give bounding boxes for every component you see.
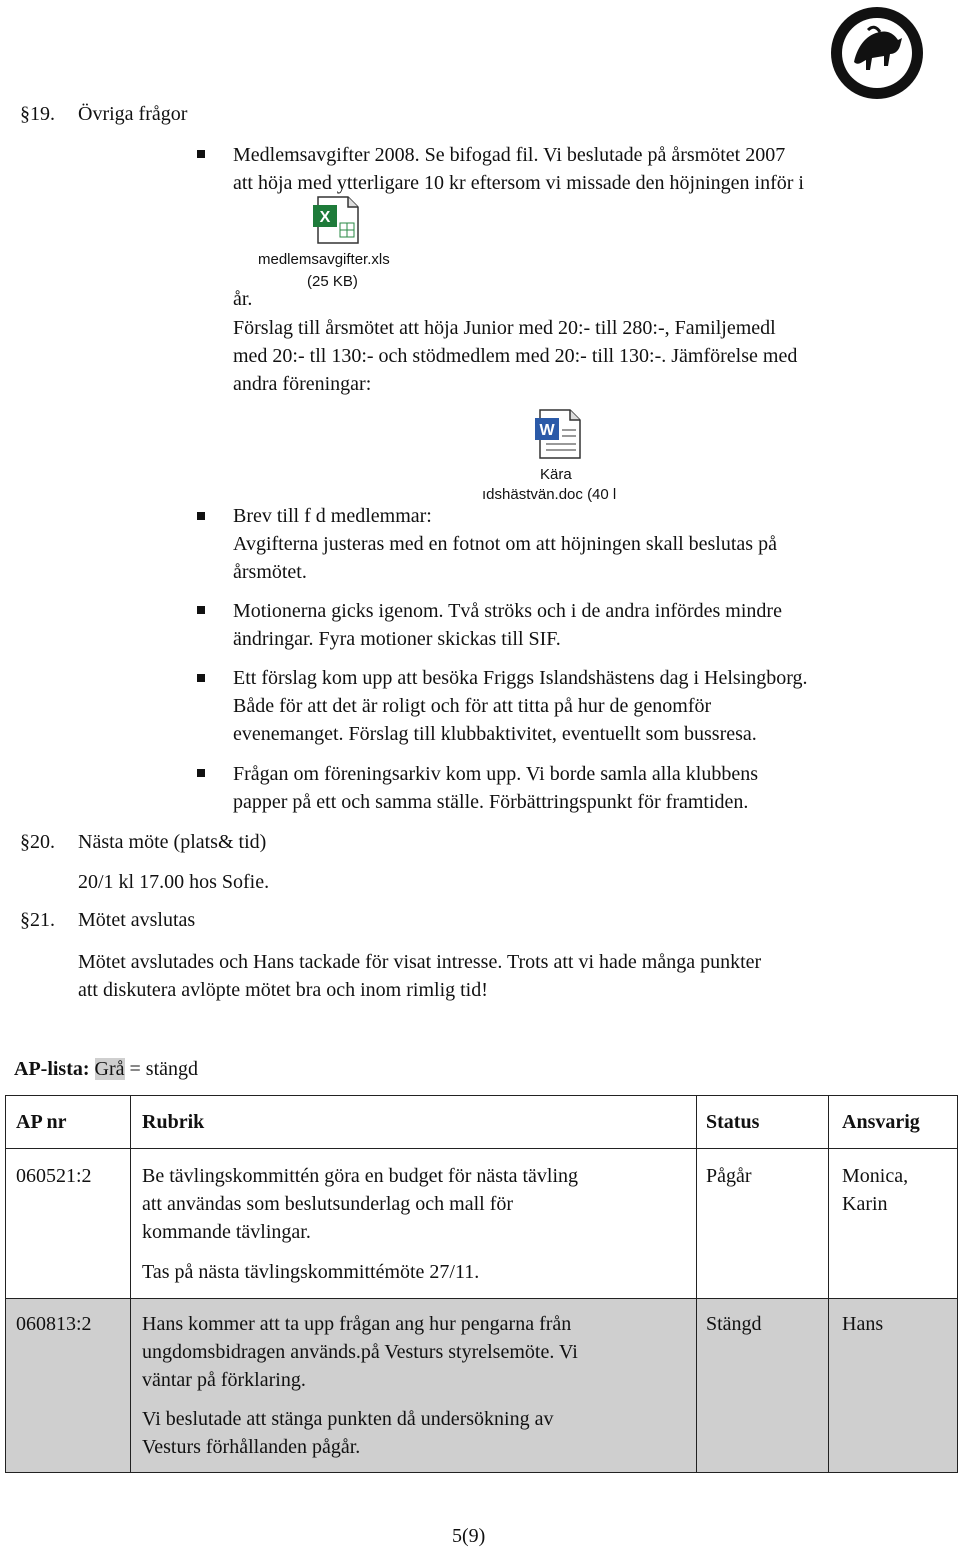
table-row-ansvarig: Karin (842, 1193, 888, 1215)
bullet-marker (197, 674, 205, 682)
section-20-number: §20. (20, 831, 55, 853)
table-row-ansvarig: Monica, (842, 1165, 909, 1187)
table-row-note: Tas på nästa tävlingskommittémöte 27/11. (142, 1261, 480, 1283)
section-20-body: 20/1 kl 17.00 hos Sofie. (78, 871, 270, 893)
section-20-title: Nästa möte (plats& tid) (78, 831, 267, 853)
ap-list-gray-word: Grå (94, 1058, 125, 1080)
page-number: 5(9) (452, 1525, 486, 1547)
section-21-title: Mötet avslutas (78, 909, 196, 931)
table-row-note: Vi beslutade att stänga punkten då undersökning av (142, 1408, 554, 1430)
table-row-rubrik: Hans kommer att ta upp frågan ang hur pengarna från (142, 1313, 572, 1335)
ap-table (5, 1095, 958, 1473)
bullet1-line: med 20:- tll 130:- och stödmedlem med 20:- till 130:-. Jämförelse med (233, 345, 798, 367)
bullet4-line: Ett förslag kom upp att besöka Friggs Islandshästens dag i Helsingborg. (233, 667, 808, 689)
word-attachment-line1[interactable]: Kära (540, 466, 572, 483)
bullet4-line: Både för att det är roligt och för att titta på hur de genomför (233, 695, 712, 717)
header-rubrik: Rubrik (142, 1111, 205, 1133)
header-ansvarig: Ansvarig (842, 1111, 920, 1133)
table-row-ap: 060813:2 (16, 1313, 92, 1335)
ap-list-label: AP-lista: (14, 1058, 90, 1080)
table-row-status: Stängd (706, 1313, 762, 1335)
svg-text:X: X (319, 209, 331, 226)
header-status: Status (706, 1111, 760, 1133)
section-21-number: §21. (20, 909, 55, 931)
word-attachment-line2[interactable]: ıdshästvän.doc (40 l (482, 486, 617, 503)
table-row-ansvarig: Hans (842, 1313, 884, 1335)
bullet5-line: Frågan om föreningsarkiv kom upp. Vi borde samla alla klubbens (233, 763, 758, 785)
table-row-status: Pågår (706, 1165, 752, 1187)
bullet2-line: Avgifterna justeras med en fotnot om att höjningen skall beslutas på (233, 533, 777, 555)
bullet-marker (197, 606, 205, 614)
bullet5-line: papper på ett och samma ställe. Förbättringspunkt för framtiden. (233, 791, 749, 813)
table-row-rubrik: ungdomsbidragen används.på Vesturs styrelsemöte. Vi (142, 1341, 578, 1363)
section-21-line: Mötet avslutades och Hans tackade för visat intresse. Trots att vi hade många punkter (78, 951, 762, 973)
table-row-note: Vesturs förhållanden pågår. (142, 1436, 361, 1458)
ap-list-heading (14, 1055, 198, 1083)
table-row-ap: 060521:2 (16, 1165, 92, 1187)
excel-file-icon[interactable] (310, 195, 362, 245)
word-file-icon[interactable] (532, 408, 584, 460)
bullet1-line: år. (233, 288, 253, 310)
bullet3-line: ändringar. Fyra motioner skickas till SIF. (233, 628, 561, 650)
header-ap-nr: AP nr (16, 1111, 67, 1133)
bullet3-line: Motionerna gicks igenom. Två ströks och i de andra infördes mindre (233, 600, 782, 622)
ap-list-rest: = stängd (124, 1058, 199, 1080)
bullet-marker (197, 512, 205, 520)
horse-club-logo (828, 4, 926, 102)
table-row-rubrik: kommande tävlingar. (142, 1221, 311, 1243)
excel-attachment-size: (25 KB) (307, 273, 358, 290)
svg-text:W: W (539, 422, 555, 439)
table-row-rubrik: väntar på förklaring. (142, 1369, 306, 1391)
bullet2-line: Brev till f d medlemmar: (233, 505, 432, 527)
bullet1-line: Förslag till årsmötet att höja Junior med 20:- till 280:-, Familjemedl (233, 317, 776, 339)
bullet-marker (197, 769, 205, 777)
bullet1-line: Medlemsavgifter 2008. Se bifogad fil. Vi beslutade på årsmötet 2007 (233, 144, 786, 166)
bullet2-line: årsmötet. (233, 561, 307, 583)
bullet4-line: evenemanget. Förslag till klubbaktivitet, eventuellt som bussresa. (233, 723, 757, 745)
bullet1-line: andra föreningar: (233, 373, 372, 395)
excel-attachment-filename[interactable]: medlemsavgifter.xls (258, 251, 390, 268)
section-19-number: §19. (20, 103, 55, 125)
section-21-line: att diskutera avlöpte mötet bra och inom rimlig tid! (78, 979, 488, 1001)
bullet-marker (197, 150, 205, 158)
section-19-title: Övriga frågor (78, 103, 188, 125)
table-row-rubrik: Be tävlingskommittén göra en budget för nästa tävling (142, 1165, 579, 1187)
bullet1-line: att höja med ytterligare 10 kr eftersom vi missade den höjningen inför i (233, 172, 804, 194)
table-row-rubrik: att användas som beslutsunderlag och mall för (142, 1193, 514, 1215)
